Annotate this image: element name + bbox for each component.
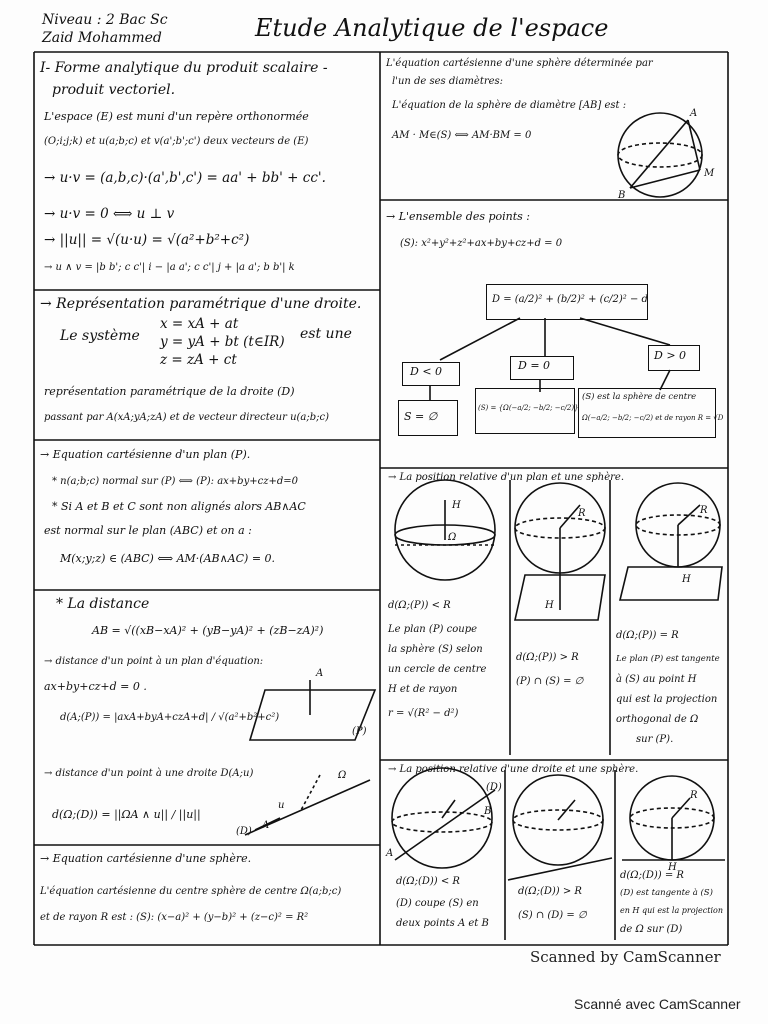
s2-line-2: est une xyxy=(300,326,352,342)
s3-line-3: est normal sur le plan (ABC) et on a : xyxy=(44,524,252,537)
label-h-1: H xyxy=(452,500,461,511)
level-label: Niveau : 2 Bac Sc xyxy=(42,12,168,28)
line-sphere-case-1 xyxy=(392,768,495,868)
r3-a5: H et de rayon xyxy=(388,684,458,695)
label-b-line: B xyxy=(484,806,492,817)
r4-c3: en H qui est la projection xyxy=(620,906,723,915)
label-a-left: A xyxy=(262,820,270,831)
label-h-line-3: H xyxy=(668,862,677,873)
s1-line-1: L'espace (E) est muni d'un repère orthonormée xyxy=(44,110,309,123)
r3-c3: à (S) au point H xyxy=(616,674,697,685)
r2-result-sphere-2: Ω(−a/2; −b/2; −c/2) et de rayon R = √D xyxy=(582,414,724,422)
r2-case-zero: D = 0 xyxy=(518,359,551,372)
s4-line-1: AB = √((xB−xA)² + (yB−yA)² + (zB−zA)²) xyxy=(92,624,324,637)
plane-sphere-case-1 xyxy=(395,480,495,580)
r4-c4: de Ω sur (D) xyxy=(620,924,683,935)
s2-system-3: z = zA + ct xyxy=(160,352,237,368)
r3-c1: d(Ω;(P)) = R xyxy=(616,630,679,641)
r3-a4: un cercle de centre xyxy=(388,664,487,675)
r2-line-1: → L'ensemble des points : xyxy=(386,210,531,223)
label-h-2: H xyxy=(545,600,554,611)
label-u-line: u xyxy=(278,800,285,811)
label-r-line-3: R xyxy=(690,790,698,801)
s1-title-1: I- Forme analytique du produit scalaire - xyxy=(40,60,328,76)
r3-c5: orthogonal de Ω xyxy=(616,714,699,725)
s1-line-2: (O;i;j;k) et u(a;b;c) et v(a';b';c') deux vecteurs de (E) xyxy=(44,136,309,147)
scanne-avec-label: Scanné avec CamScanner xyxy=(574,996,741,1012)
plane-sphere-case-2 xyxy=(515,483,605,620)
s3-line-4: M(x;y;z) ∈ (ABC) ⟺ AM·(AB∧AC) = 0. xyxy=(60,552,276,565)
r3-c4: qui est la projection xyxy=(616,694,718,705)
s3-line-1: * n(a;b;c) normal sur (P) ⟺ (P): ax+by+cz+d=0 xyxy=(52,476,299,487)
r3-title: → La position relative d'un plan et une sphère. xyxy=(388,472,625,483)
label-a-line: A xyxy=(386,848,394,859)
s4-line-4: d(A;(P)) = |axA+byA+czA+d| / √(a²+b²+c²) xyxy=(60,712,280,723)
r3-c2: Le plan (P) est tangente xyxy=(616,654,720,664)
r2-result-sphere-1: (S) est la sphère de centre xyxy=(582,392,697,402)
r3-a2: Le plan (P) coupe xyxy=(388,624,478,635)
s5-title: → Equation cartésienne d'une sphère. xyxy=(40,852,252,865)
r3-a6: r = √(R² − d²) xyxy=(388,708,459,719)
r4-a3: deux points A et B xyxy=(396,918,489,929)
r1-line-1: L'équation cartésienne d'une sphère déterminée par xyxy=(386,58,653,69)
r4-c2: (D) est tangente à (S) xyxy=(620,888,713,898)
s4-line-6: d(Ω;(D)) = ||ΩA ∧ u|| / ||u|| xyxy=(52,808,201,821)
label-d-left: (D) xyxy=(236,826,252,837)
s3-title: → Equation cartésienne d'un plan (P). xyxy=(40,448,251,461)
s1-formula-cross: → u ∧ v = |b b'; c c'| i − |a a'; c c'| j + |a a'; b b'| k xyxy=(44,262,295,273)
line-sphere-case-2 xyxy=(508,775,612,880)
r4-a1: d(Ω;(D)) < R xyxy=(396,876,460,887)
r1-line-4: AM · M∈(S) ⟺ AM·BM = 0 xyxy=(392,130,532,141)
s5-line-1: L'équation cartésienne du centre sphère de centre Ω(a;b;c) xyxy=(40,886,342,897)
s4-line-3: ax+by+cz+d = 0 . xyxy=(44,680,147,693)
label-r-2: R xyxy=(578,508,586,519)
s2-line-1: Le système xyxy=(60,328,140,344)
r3-b2: (P) ∩ (S) = ∅ xyxy=(516,676,584,687)
s2-system-1: x = xA + at xyxy=(160,316,239,332)
s1-title-2: produit vectoriel. xyxy=(52,82,176,98)
s4-line-5: → distance d'un point à une droite D(A;u) xyxy=(44,768,254,779)
label-omega-line: Ω xyxy=(338,770,347,781)
r2-result-empty: S = ∅ xyxy=(404,410,438,423)
s1-formula-dot: → u·v = (a,b,c)·(a',b',c') = aa' + bb' + cc'. xyxy=(44,170,326,186)
s2-line-3: représentation paramétrique de la droite (D) xyxy=(44,385,295,398)
s2-title: → Représentation paramétrique d'une droite. xyxy=(40,296,362,312)
label-a-top: A xyxy=(690,108,698,119)
s2-system-2: y = yA + bt (t∈IR) xyxy=(160,334,285,350)
scanned-by-label: Scanned by CamScanner xyxy=(530,948,721,966)
plane-sphere-case-3 xyxy=(620,483,722,600)
s3-line-2: * Si A et B et C sont non alignés alors AB∧AC xyxy=(52,500,306,513)
s4-title: * La distance xyxy=(56,596,150,612)
r3-a1: d(Ω;(P)) < R xyxy=(388,600,451,611)
r4-b1: d(Ω;(D)) > R xyxy=(518,886,582,897)
label-omega-1: Ω xyxy=(448,532,457,543)
r4-c1: d(Ω;(D)) = R xyxy=(620,870,684,881)
label-h-3: H xyxy=(682,574,691,585)
r2-line-2: (S): x²+y²+z²+ax+by+cz+d = 0 xyxy=(400,238,563,249)
label-p-plane: (P) xyxy=(352,726,367,737)
s5-line-2: et de rayon R est : (S): (x−a)² + (y−b)² + (z−c)² = R² xyxy=(40,912,309,923)
r2-result-point: (S) = {Ω(−a/2; −b/2; −c/2)} xyxy=(478,404,579,412)
r4-title: → La position relative d'une droite et une sphère. xyxy=(388,764,639,775)
author-label: Zaid Mohammed xyxy=(42,30,162,46)
r1-line-3: L'équation de la sphère de diamètre [AB] est : xyxy=(392,100,627,111)
label-m-top: M xyxy=(704,168,715,179)
page-title: Etude Analytique de l'espace xyxy=(255,14,609,42)
r3-b1: d(Ω;(P)) > R xyxy=(516,652,579,663)
label-a-plane: A xyxy=(316,668,324,679)
label-d-line: (D) xyxy=(486,782,502,793)
r1-line-2: l'un de ses diamètres: xyxy=(392,76,504,87)
s1-formula-norm: → ||u|| = √(u·u) = √(a²+b²+c²) xyxy=(44,232,250,248)
r4-a2: (D) coupe (S) en xyxy=(396,898,479,909)
r3-a3: la sphère (S) selon xyxy=(388,644,483,655)
r2-box-formula: D = (a/2)² + (b/2)² + (c/2)² − d xyxy=(492,294,648,305)
r2-case-pos: D > 0 xyxy=(654,349,687,362)
r4-b2: (S) ∩ (D) = ∅ xyxy=(518,910,587,921)
s4-line-2: → distance d'un point à un plan d'équation: xyxy=(44,656,264,667)
s2-line-4: passant par A(xA;yA;zA) et de vecteur directeur u(a;b;c) xyxy=(44,412,330,423)
label-r-3: R xyxy=(700,505,708,516)
r2-case-neg: D < 0 xyxy=(410,365,443,378)
label-b-top: B xyxy=(618,190,626,201)
r3-c6: sur (P). xyxy=(636,734,674,745)
line-sphere-case-3 xyxy=(622,776,725,860)
sphere-diameter-figure xyxy=(618,113,702,197)
s1-formula-orth: → u·v = 0 ⟺ u ⊥ v xyxy=(44,206,175,222)
